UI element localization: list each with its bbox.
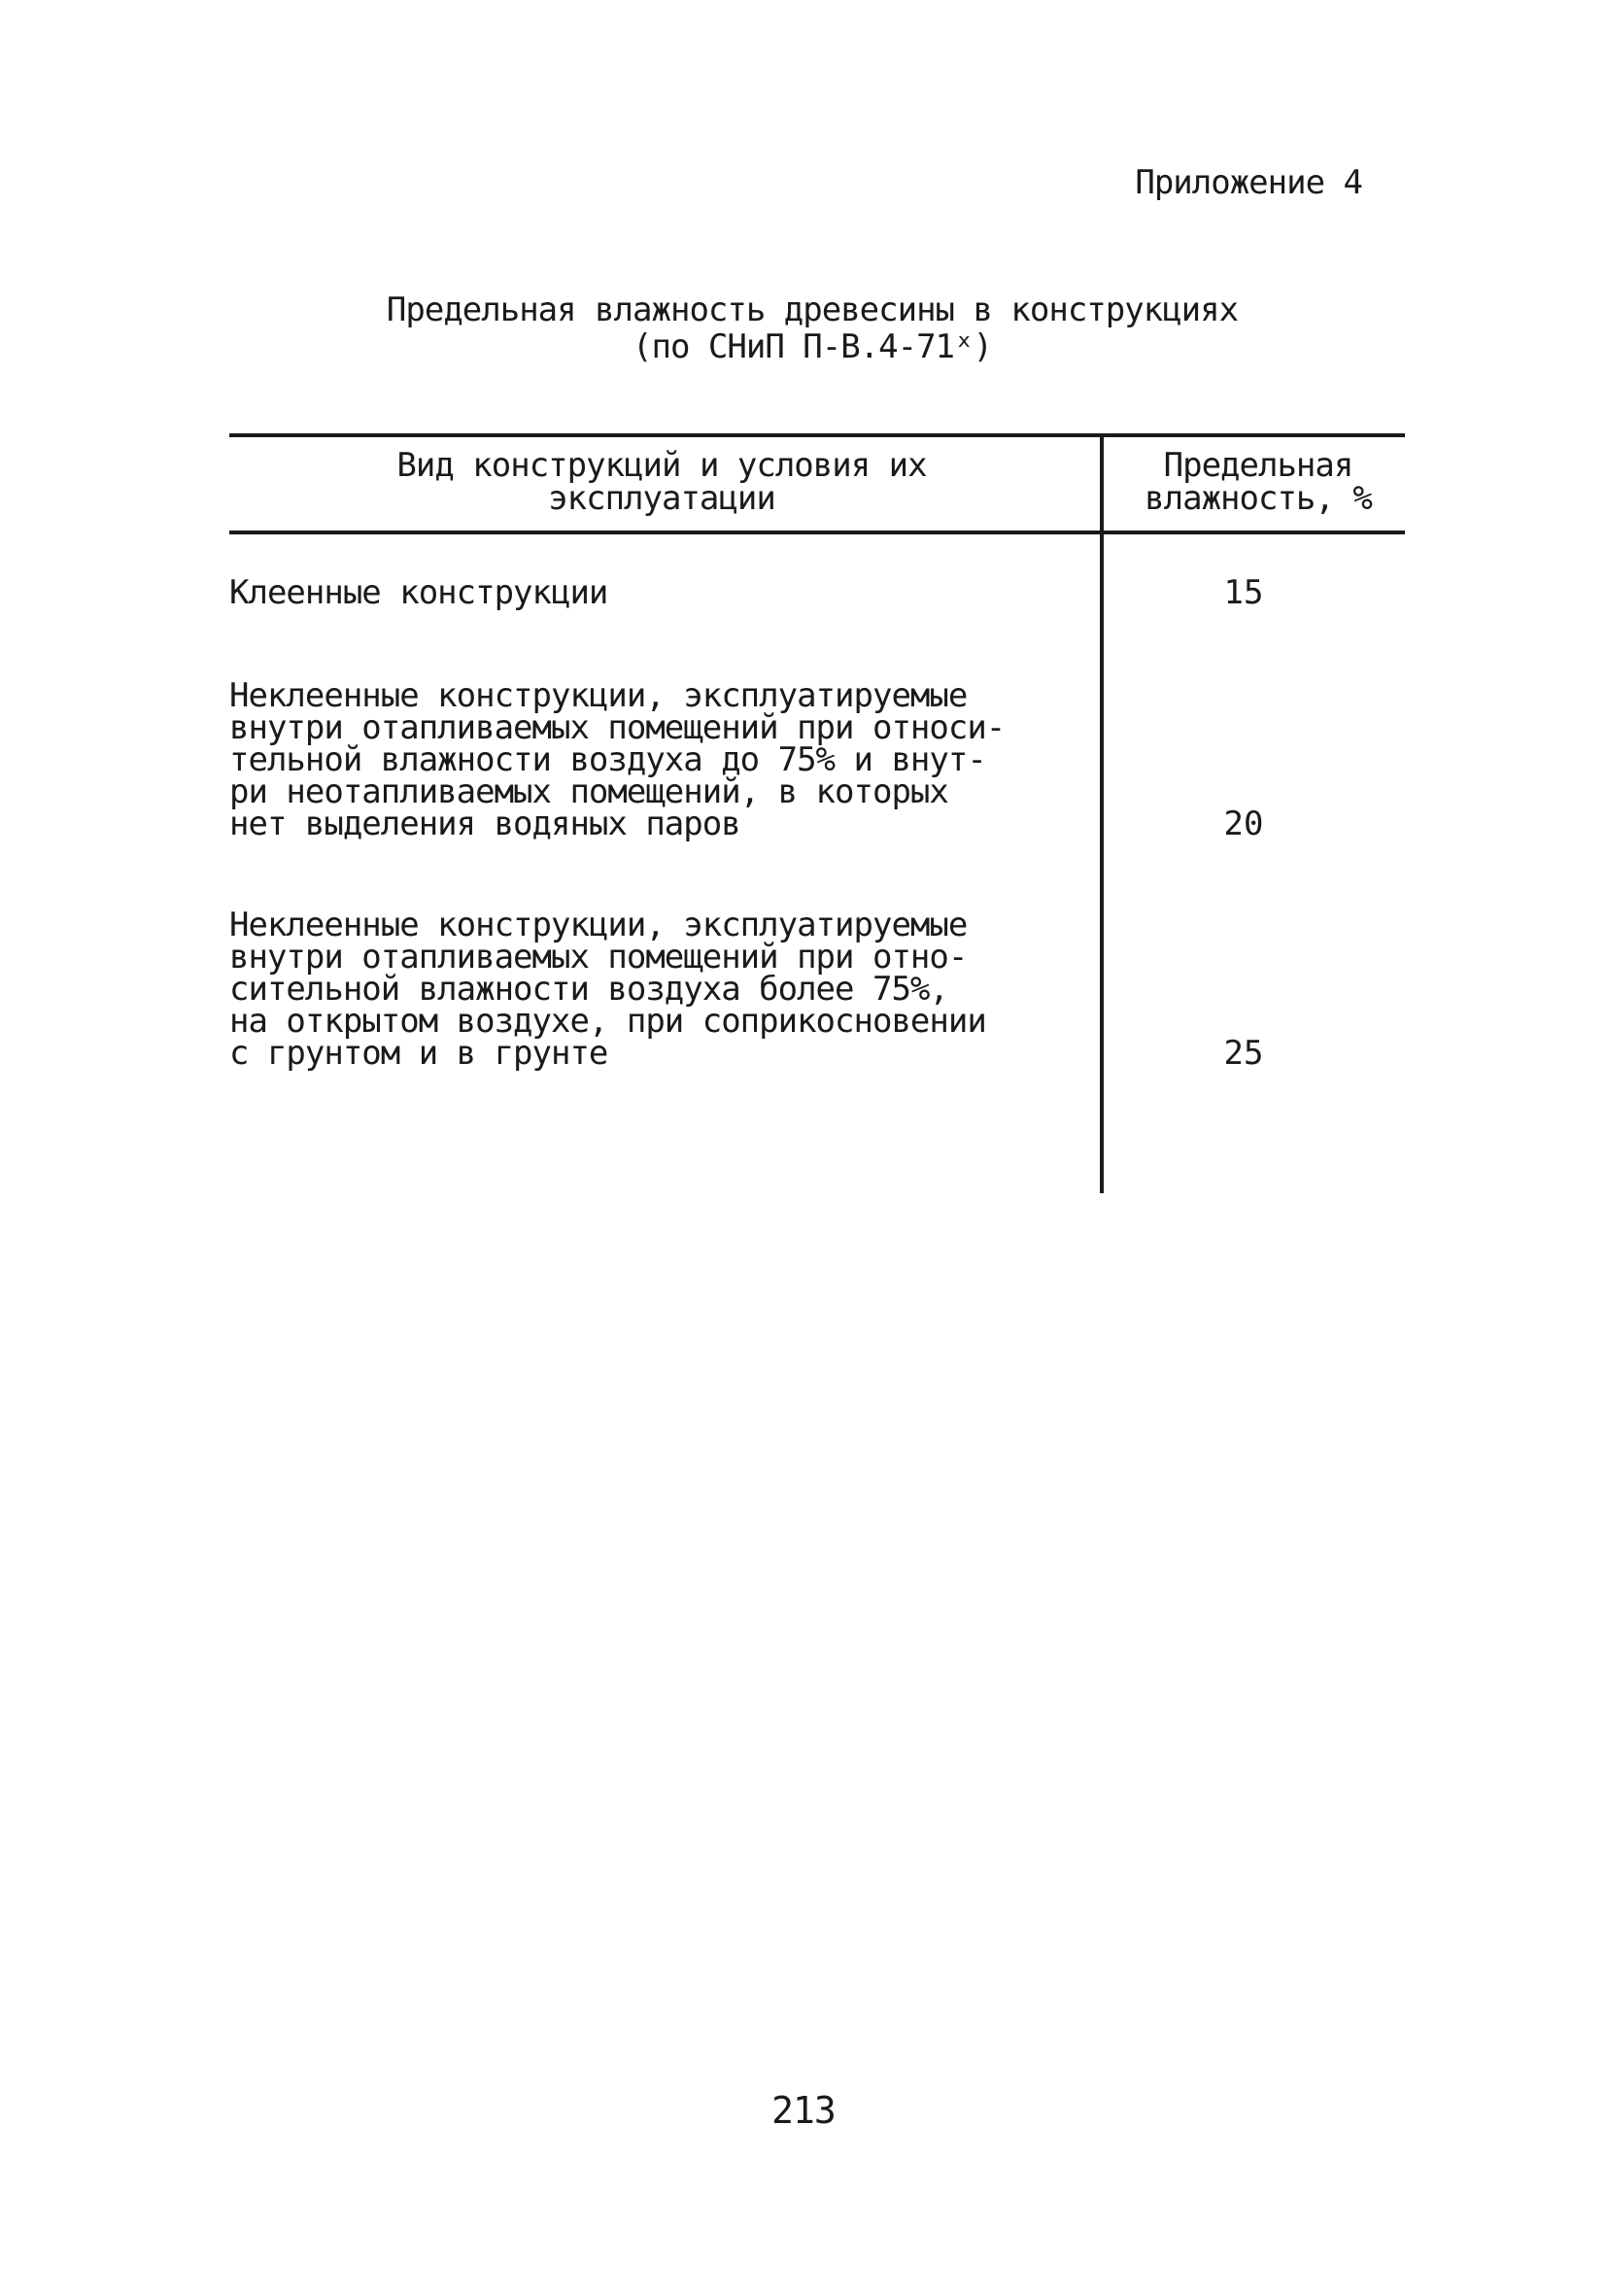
header-line: Вид конструкций и условия их bbox=[396, 446, 927, 485]
row-line: с грунтом и в грунте bbox=[229, 1034, 608, 1073]
table-row-value: 25 bbox=[1223, 1034, 1264, 1073]
title-line-2: (по СНиП П-В.4-71ˣ) bbox=[633, 327, 992, 366]
appendix-label: Приложение 4 bbox=[1135, 163, 1362, 202]
header-line: эксплуатации bbox=[548, 479, 775, 518]
header-moisture-limit bbox=[1112, 446, 1404, 518]
header-construction-type bbox=[229, 446, 1094, 518]
title-line-1: Предельная влажность древесины в конструкциях bbox=[386, 291, 1239, 329]
row-line: Неклеенные конструкции, эксплуатируемые bbox=[229, 676, 968, 715]
table-row-value: 15 bbox=[1223, 573, 1264, 612]
row-line: Клеенные конструкции bbox=[229, 573, 608, 612]
row-line: ри неотапливаемых помещений, в которых bbox=[229, 772, 948, 811]
document-title bbox=[229, 291, 1395, 365]
row-line: внутри отапливаемых помещений при относи- bbox=[229, 708, 1006, 747]
row-line: нет выделения водяных паров bbox=[229, 805, 740, 843]
header-line: Предельная bbox=[1163, 446, 1353, 485]
row-line: Неклеенные конструкции, эксплуатируемые bbox=[229, 906, 968, 944]
row-line: на открытом воздухе, при соприкосновении bbox=[229, 1002, 986, 1041]
row-line: тельной влажности воздуха до 75% и внут- bbox=[229, 740, 986, 779]
row-line: внутри отапливаемых помещений при отно- bbox=[229, 938, 968, 977]
page-number: 213 bbox=[771, 2089, 836, 2132]
table-top-rule bbox=[229, 433, 1405, 437]
table-row-description bbox=[229, 573, 1094, 612]
table-header-rule bbox=[229, 531, 1405, 534]
table-row-description bbox=[229, 906, 1094, 1073]
column-divider bbox=[1100, 435, 1104, 1193]
table-row-description bbox=[229, 676, 1094, 843]
row-line: сительной влажности воздуха более 75%, bbox=[229, 970, 948, 1009]
table-row-value: 20 bbox=[1223, 805, 1264, 843]
header-line: влажность, % bbox=[1145, 479, 1372, 518]
